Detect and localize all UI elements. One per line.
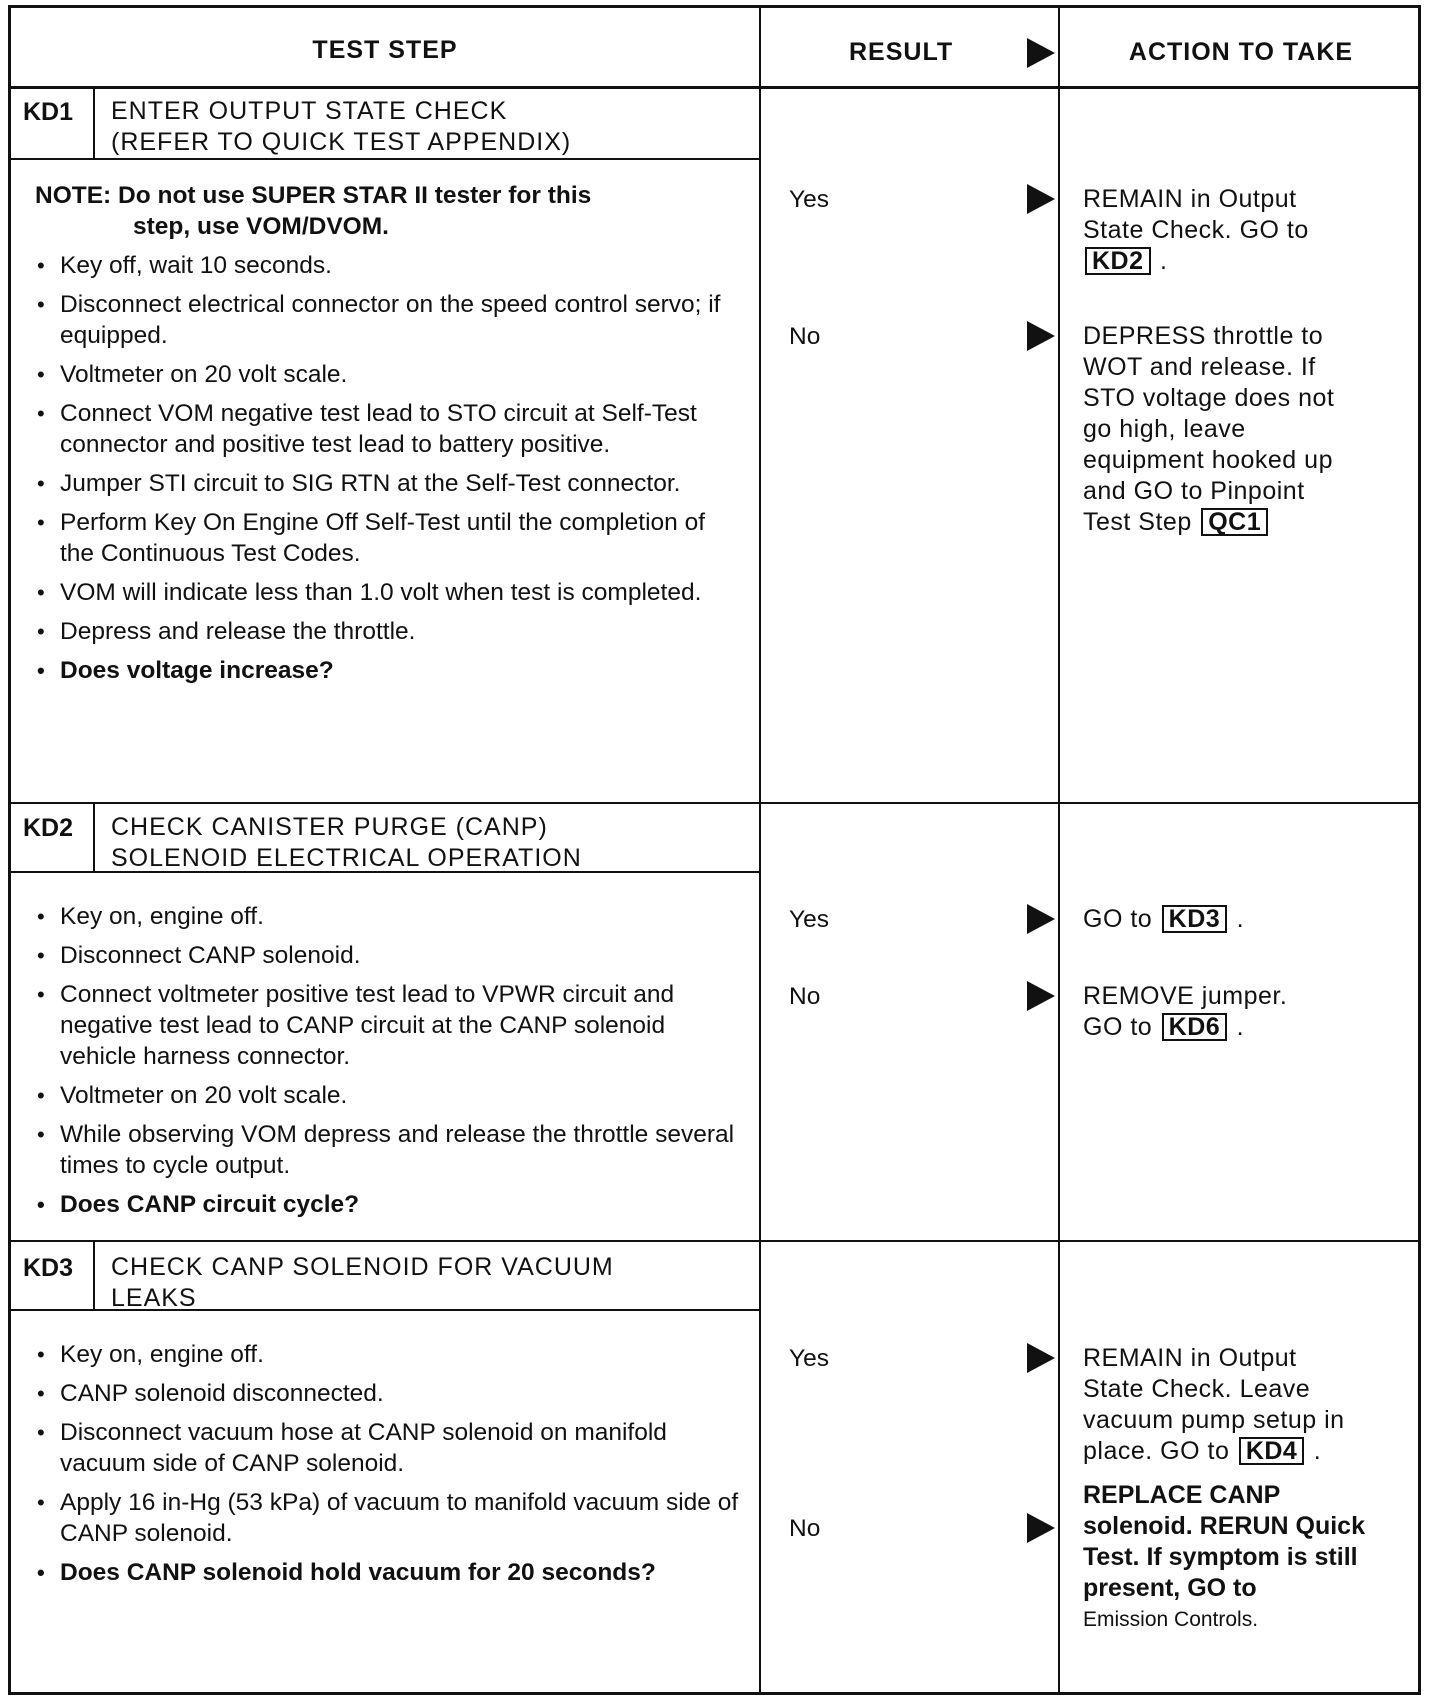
list-item: • Jumper STI circuit to SIG RTN at the Self-Test connector.	[35, 468, 745, 499]
result-label: Yes	[789, 906, 829, 933]
list-item: • Perform Key On Engine Off Self-Test until the completion of the Continuous Test Codes.	[35, 507, 745, 569]
note-text: step, use VOM/DVOM.	[133, 213, 389, 240]
step-body	[35, 1339, 745, 1596]
column-divider	[759, 8, 761, 1692]
note-text: Do not use SUPER STAR II tester for this	[118, 182, 592, 209]
list-item: • While observing VOM depress and release the throttle several times to cycle output.	[35, 1119, 745, 1181]
list-item: • Voltmeter on 20 volt scale.	[35, 1080, 745, 1111]
arrow-icon	[1027, 321, 1055, 351]
arrow-icon	[1027, 184, 1055, 214]
list-item: • Depress and release the throttle.	[35, 616, 745, 647]
list-item: • Does voltage increase?	[35, 655, 745, 686]
arrow-icon	[1027, 981, 1055, 1011]
step-title-divider	[11, 158, 759, 160]
step-title	[111, 1252, 614, 1314]
step-title-line: CHECK CANISTER PURGE (CANP)	[111, 813, 548, 841]
action-line: solenoid. RERUN Quick	[1083, 1512, 1365, 1540]
step-body	[35, 901, 745, 1228]
action-line: Test Step	[1083, 508, 1192, 536]
action-line: STO voltage does not	[1083, 384, 1335, 412]
action-line: REMAIN in Output	[1083, 1344, 1297, 1372]
action-line: go high, leave	[1083, 415, 1246, 443]
list-item: • Does CANP circuit cycle?	[35, 1189, 745, 1220]
test-step-table	[8, 5, 1421, 1695]
result-label: No	[789, 323, 821, 350]
note-label: NOTE:	[35, 182, 112, 209]
header-action: ACTION TO TAKE	[1128, 38, 1354, 66]
step-reference: KD6	[1162, 1013, 1228, 1041]
header-test-step: TEST STEP	[312, 36, 458, 64]
header-divider	[11, 86, 1418, 89]
list-item: • CANP solenoid disconnected.	[35, 1378, 745, 1409]
step-body	[35, 180, 745, 694]
action-line: and GO to Pinpoint	[1083, 477, 1305, 505]
arrow-icon	[1027, 904, 1055, 934]
list-item: • Disconnect electrical connector on the speed control servo; if equipped.	[35, 289, 745, 351]
result-label: Yes	[789, 186, 829, 213]
step-id-divider	[93, 88, 95, 159]
step-reference: QC1	[1201, 508, 1268, 536]
action-line: State Check. GO to	[1083, 216, 1309, 244]
list-item: • Connect voltmeter positive test lead to VPWR circuit and negative test lead to CANP circuit at the CANP solenoid vehicle harness connector.	[35, 979, 745, 1072]
list-item: • Apply 16 in-Hg (53 kPa) of vacuum to manifold vacuum side of CANP solenoid.	[35, 1487, 745, 1549]
action-text	[1083, 321, 1334, 538]
action-line: DEPRESS throttle to	[1083, 322, 1324, 350]
step-title	[111, 96, 571, 158]
step-title-line: SOLENOID ELECTRICAL OPERATION	[111, 844, 582, 872]
action-punctuation: .	[1236, 1013, 1245, 1041]
action-line: REMOVE jumper.	[1083, 982, 1288, 1010]
action-line: State Check. Leave	[1083, 1375, 1311, 1403]
step-id: KD1	[23, 98, 74, 126]
step-title-line: CHECK CANP SOLENOID FOR VACUUM	[111, 1253, 614, 1281]
action-punctuation: .	[1236, 905, 1245, 933]
step-title-line: (REFER TO QUICK TEST APPENDIX)	[111, 128, 572, 156]
action-line: equipment hooked up	[1083, 446, 1333, 474]
list-item: • VOM will indicate less than 1.0 volt when test is completed.	[35, 577, 745, 608]
action-text	[1083, 184, 1309, 277]
action-line: vacuum pump setup in	[1083, 1406, 1345, 1434]
arrow-icon	[1027, 38, 1055, 68]
action-text	[1083, 981, 1287, 1043]
list-item: • Key off, wait 10 seconds.	[35, 250, 745, 281]
step-id: KD3	[23, 1254, 74, 1282]
action-line: GO to	[1083, 905, 1153, 933]
action-punctuation: .	[1313, 1437, 1322, 1465]
action-line: REPLACE CANP	[1083, 1481, 1281, 1509]
note	[35, 180, 745, 242]
action-line: present, GO to	[1083, 1574, 1257, 1602]
list-item: • Connect VOM negative test lead to STO circuit at Self-Test connector and positive test lead to battery positive.	[35, 398, 745, 460]
column-divider	[1058, 8, 1060, 1692]
row-divider	[11, 1240, 1418, 1242]
action-punctuation: .	[1159, 247, 1168, 275]
arrow-icon	[1027, 1513, 1055, 1543]
list-item: • Key on, engine off.	[35, 901, 745, 932]
step-id-divider	[93, 1242, 95, 1310]
action-text	[1083, 904, 1244, 935]
list-item: • Does CANP solenoid hold vacuum for 20 seconds?	[35, 1557, 745, 1588]
step-id: KD2	[23, 814, 74, 842]
step-reference: KD2	[1085, 247, 1151, 275]
step-title	[111, 812, 582, 874]
result-label: Yes	[789, 1345, 829, 1372]
header-result: RESULT	[849, 38, 954, 66]
step-id-divider	[93, 804, 95, 872]
list-item: • Disconnect vacuum hose at CANP solenoid on manifold vacuum side of CANP solenoid.	[35, 1417, 745, 1479]
action-line: place. GO to	[1083, 1437, 1230, 1465]
step-reference: KD4	[1239, 1437, 1305, 1465]
action-line: Test. If symptom is still	[1083, 1543, 1358, 1571]
result-label: No	[789, 983, 821, 1010]
list-item: • Voltmeter on 20 volt scale.	[35, 359, 745, 390]
list-item: • Key on, engine off.	[35, 1339, 745, 1370]
action-line: REMAIN in Output	[1083, 185, 1297, 213]
list-item: • Disconnect CANP solenoid.	[35, 940, 745, 971]
step-title-line: ENTER OUTPUT STATE CHECK	[111, 97, 508, 125]
row-divider	[11, 802, 1418, 804]
step-title-line: LEAKS	[111, 1284, 197, 1312]
arrow-icon	[1027, 1343, 1055, 1373]
result-label: No	[789, 1515, 821, 1542]
step-reference: KD3	[1162, 905, 1228, 933]
action-text	[1083, 1480, 1365, 1635]
action-line: Emission Controls.	[1083, 1608, 1259, 1631]
action-line: WOT and release. If	[1083, 353, 1316, 381]
action-text	[1083, 1343, 1345, 1467]
action-line: GO to	[1083, 1013, 1153, 1041]
